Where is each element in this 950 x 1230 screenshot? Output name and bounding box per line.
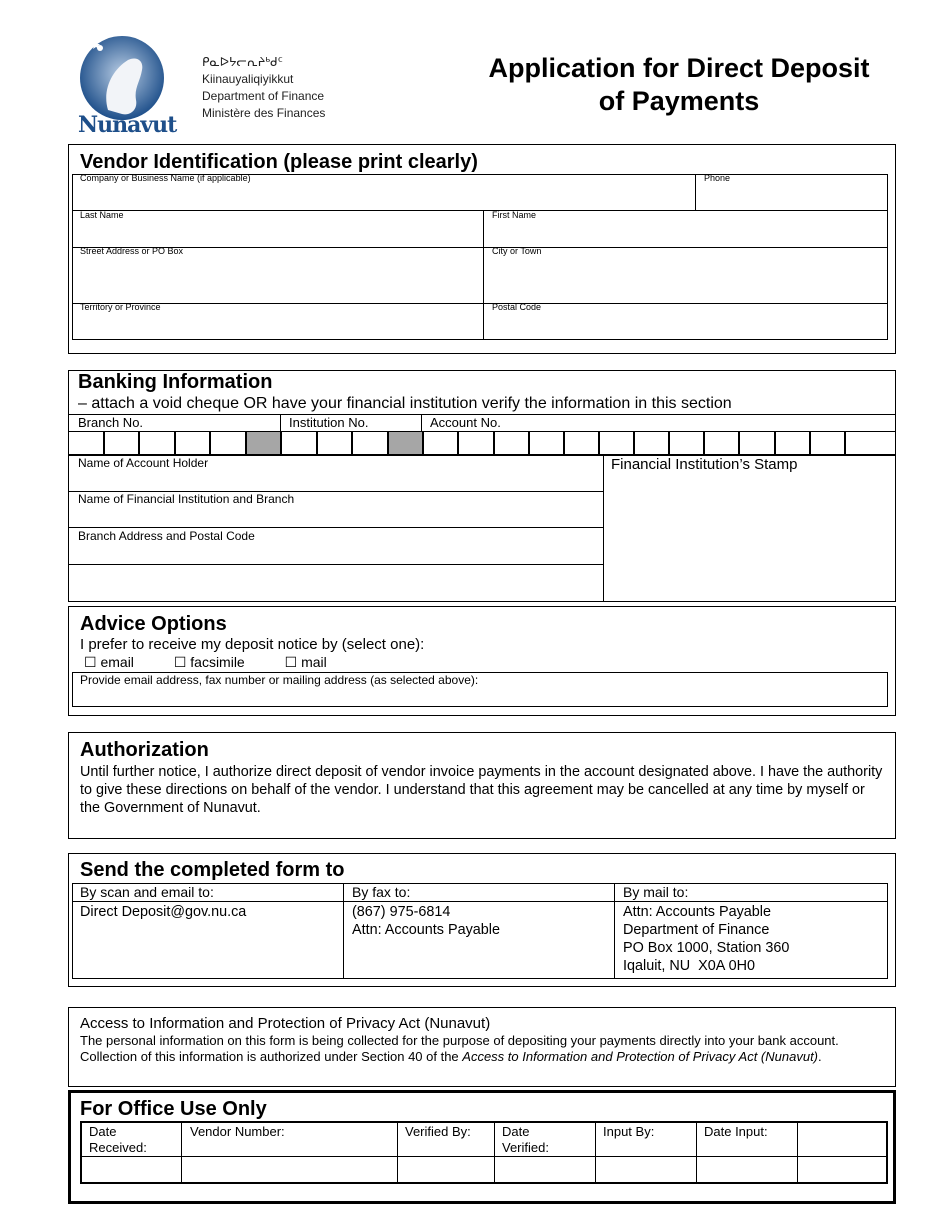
account-digit-cell[interactable] [458,431,494,455]
account-digit-cell[interactable] [529,431,564,455]
vendor-grid [72,174,888,340]
first-name-field[interactable]: First Name [492,210,537,220]
dept-french: Ministère des Finances [202,106,326,120]
email-header: By scan and email to: [80,884,214,900]
contact-address-label: Provide email address, fax number or mailing address (as selected above): [80,673,479,687]
mail-option[interactable]: ☐ mail [284,654,327,670]
branch-digit-cell[interactable] [139,431,175,455]
dept-inuinnaqtun: Kiinauyaliqiyikkut [202,72,294,86]
fax-number: (867) 975-6814 [352,904,451,920]
vendor-number-header: Vendor Number: [190,1124,285,1139]
verified-by-header: Verified By: [405,1124,471,1139]
authorization-text: Until further notice, I authorize direct deposit of vendor invoice payments in the account designated above. I have the authority to give these directions on behalf of the vendor. I understand that this agreement may be cancelled at any time by myself or the Government of Nunavut. [80,764,883,816]
account-digit-cell[interactable] [775,431,810,455]
branch-address-field[interactable]: Branch Address and Postal Code [78,529,255,543]
territory-field[interactable]: Territory or Province [80,302,161,312]
branch-digit-cell[interactable] [68,431,104,455]
street-address-field[interactable]: Street Address or PO Box [80,246,184,256]
email-option[interactable]: ☐ email [84,654,134,670]
date-input-header: Date Input: [704,1124,768,1139]
page-title [460,52,898,118]
account-number-label: Account No. [430,415,501,430]
checkbox-icon[interactable]: ☐ [84,654,97,670]
separator-cell [246,431,281,455]
mail-line: Attn: Accounts Payable [623,904,771,920]
facsimile-option[interactable]: ☐ facsimile [173,654,245,670]
account-digit-cell[interactable] [845,431,896,455]
branch-digit-cell[interactable] [175,431,210,455]
last-name-field[interactable]: Last Name [80,210,124,220]
send-title: Send the completed form to [80,859,345,881]
email-address: Direct Deposit@gov.nu.ca [80,904,247,920]
input-by-header: Input By: [603,1124,655,1139]
advice-title: Advice Options [80,613,227,635]
logo-wordmark: Nunavut [78,112,177,138]
fax-attn: Attn: Accounts Payable [352,922,500,938]
fax-details [352,903,500,939]
page-title-line2: of Payments [598,86,760,116]
financial-institution-stamp-box: Financial Institution’s Stamp [611,456,798,473]
banking-title: Banking Information [78,371,273,393]
account-digit-cell[interactable] [599,431,634,455]
page-title-line1: Application for Direct Deposit [488,53,870,83]
nunavut-logo [78,30,177,142]
postal-code-field[interactable]: Postal Code [492,302,542,312]
advice-options [84,654,363,671]
account-digit-cell[interactable] [634,431,669,455]
date-verified-header: Date Verified: [502,1124,549,1155]
advice-prompt: I prefer to receive my deposit notice by (select one): [80,636,425,653]
city-field[interactable]: City or Town [492,246,542,256]
dept-syllabics: ᑭᓇᐅᔭᓕᕆᔨᒃᑯᑦ [202,55,283,69]
institution-digit-cell[interactable] [317,431,352,455]
account-digit-cell[interactable] [669,431,704,455]
vendor-title: Vendor Identification (please print clearly) [80,151,478,173]
mail-address [623,903,789,975]
mail-header: By mail to: [623,884,689,900]
branch-number-label: Branch No. [78,415,144,430]
privacy-title: Access to Information and Protection of Privacy Act (Nunavut) [80,1015,491,1032]
dept-english: Department of Finance [202,89,325,103]
checkbox-icon[interactable]: ☐ [173,654,187,670]
department-block [202,54,325,122]
branch-digit-cell[interactable] [104,431,139,455]
account-digit-cell[interactable] [739,431,775,455]
checkbox-icon[interactable]: ☐ [284,654,298,670]
account-digit-cell[interactable] [810,431,845,455]
mail-line: Department of Finance [623,922,770,938]
institution-digit-cell[interactable] [352,431,388,455]
account-digit-cell[interactable] [423,431,458,455]
institution-digit-cell[interactable] [281,431,317,455]
branch-digit-cell[interactable] [210,431,246,455]
digit-cells-row [68,431,896,455]
account-holder-field[interactable]: Name of Account Holder [78,456,209,470]
account-digit-cell[interactable] [494,431,529,455]
banking-subtitle: – attach a void cheque OR have your financial institution verify the information in this section [78,395,732,412]
account-digit-cell[interactable] [704,431,739,455]
company-name-field[interactable]: Company or Business Name (if applicable) [80,173,251,183]
separator-cell [388,431,423,455]
phone-field[interactable]: Phone [704,173,731,183]
privacy-text: The personal information on this form is being collected for the purpose of depositing your payments directly into your bank account. Collection of this information is authorized under Section 40 of the Access to Information and Protection of Privacy Act (Nunavut). [80,1033,839,1064]
mail-line: PO Box 1000, Station 360 [623,940,790,956]
office-use-title: For Office Use Only [80,1098,267,1120]
institution-number-label: Institution No. [289,415,369,430]
authorization-title: Authorization [80,739,209,761]
date-received-header: Date Received: [89,1124,147,1155]
mail-line: Iqaluit, NU X0A 0H0 [623,958,755,974]
fax-header: By fax to: [352,884,411,900]
financial-institution-field[interactable]: Name of Financial Institution and Branch [78,492,295,506]
account-digit-cell[interactable] [564,431,599,455]
